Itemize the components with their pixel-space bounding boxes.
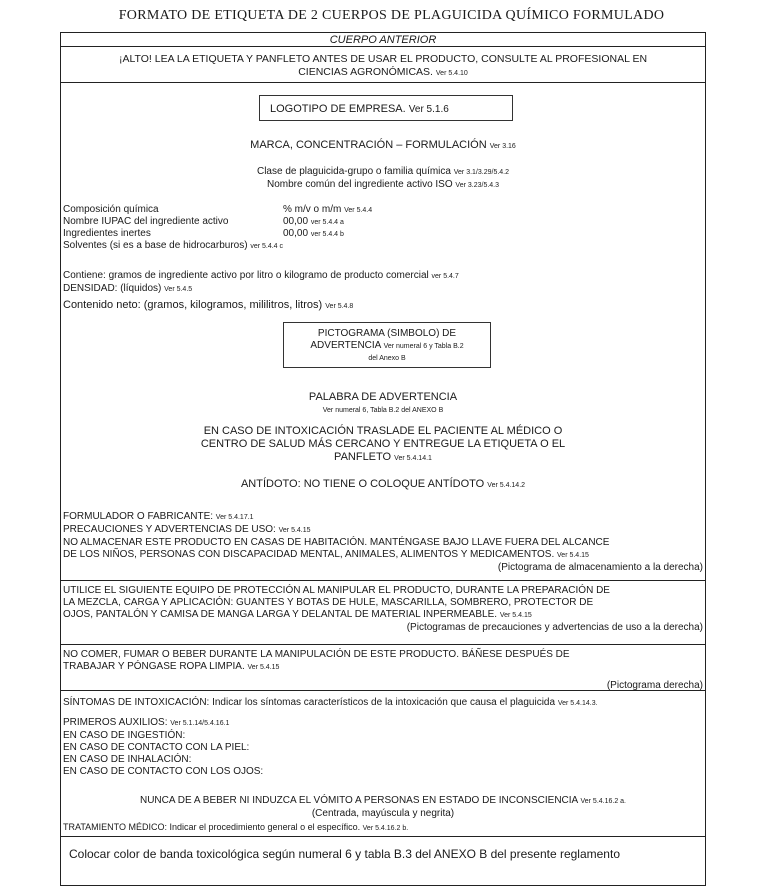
densidad-text: DENSIDAD: (líquidos) xyxy=(63,283,162,294)
equipo-note: (Pictogramas de precauciones y advertencias de uso a la derecha) xyxy=(406,622,703,633)
nunca-note: (Centrada, mayúscula y negrita) xyxy=(311,808,455,819)
comp-ref: ver 5.4.4 c xyxy=(250,243,284,250)
equipo-line3 xyxy=(63,609,703,622)
tratamiento-ref: Ver 5.4.16.2 b. xyxy=(362,825,409,832)
auxilios-item: EN CASO DE CONTACTO CON LOS OJOS: xyxy=(63,766,264,777)
almacen-line2 xyxy=(63,549,703,562)
comp-value: 00,00 xyxy=(283,216,309,227)
alto-ref: Ver 5.4.10 xyxy=(435,70,468,77)
contiene-ref: ver 5.4.7 xyxy=(431,273,459,280)
auxilios-ref: Ver 5.1.14/5.4.16.1 xyxy=(170,720,230,727)
clase-ref1: Ver 3.1/3.29/5.4.2 xyxy=(453,169,510,176)
palabra-ref: Ver numeral 6, Tabla B.2 del ANEXO B xyxy=(322,407,444,414)
formulador-text: FORMULADOR O FABRICANTE: xyxy=(63,511,214,522)
alto-line2: CIENCIAS AGRONÓMICAS. xyxy=(298,66,433,78)
equipo-text3: OJOS, PANTALÓN Y CAMISA DE MANGA LARGA Y DELANTAL DE MATERIAL INPERMEABLE. xyxy=(63,609,498,620)
sintomas-ref: Ver 5.4.14.3. xyxy=(557,700,598,707)
comp-row xyxy=(63,228,703,240)
contenido-ref: Ver 5.4.8 xyxy=(325,303,354,310)
intox-text3: PANFLETO xyxy=(334,451,392,463)
alto-line1: ¡ALTO! LEA LA ETIQUETA Y PANFLETO ANTES DE USAR EL PRODUCTO, CONSULTE AL PROFESIONAL EN xyxy=(118,53,648,65)
logo-ref: Ver 5.1.6 xyxy=(408,104,449,115)
almacen-line1: NO ALMACENAR ESTE PRODUCTO EN CASAS DE HABITACIÓN. MANTÉNGASE BAJO LLAVE FUERA DEL ALCANCE xyxy=(63,537,610,548)
nunca-text: NUNCA DE A BEBER NI INDUZCA EL VÓMITO A PERSONAS EN ESTADO DE INCONSCIENCIA xyxy=(139,795,578,806)
tratamiento-line xyxy=(63,822,703,834)
contiene-block xyxy=(63,270,703,296)
formulador-line xyxy=(63,511,703,524)
auxilios-title-line xyxy=(63,717,703,730)
comp-label: Nombre IUPAC del ingrediente activo xyxy=(63,216,229,227)
equipo-ref: Ver 5.4.15 xyxy=(499,612,532,619)
comp-row xyxy=(63,216,703,228)
divider xyxy=(61,690,705,691)
logo-text: LOGOTIPO DE EMPRESA. xyxy=(270,103,406,115)
auxilios-item: EN CASO DE INHALACIÓN: xyxy=(63,754,192,765)
equipo-line2: LA MEZCLA, CARGA Y APLICACIÓN: GUANTES Y BOTAS DE HULE, MASCARILLA, SOMBRERO, PROTECTOR DE xyxy=(63,597,594,608)
intox-block xyxy=(61,425,705,465)
logo-box xyxy=(259,95,513,121)
marca-ref: Ver 3.16 xyxy=(489,143,516,150)
precauciones-ref: Ver 5.4.15 xyxy=(278,527,311,534)
contenido-text: Contenido neto: (gramos, kilogramos, mililitros, litros) xyxy=(63,299,323,311)
divider xyxy=(61,580,705,581)
auxilios-block xyxy=(63,717,703,778)
marca-line xyxy=(61,139,705,153)
formulador-ref: Ver 5.4.17.1 xyxy=(215,514,254,521)
marca-text: MARCA, CONCENTRACIÓN – FORMULACIÓN xyxy=(250,139,487,151)
sintomas-line xyxy=(63,697,703,710)
contenido-line xyxy=(63,299,703,313)
nunca-line xyxy=(61,795,705,808)
equipo-line1: UTILICE EL SIGUIENTE EQUIPO DE PROTECCIÓN AL MANIPULAR EL PRODUCTO, DURANTE LA PREPARACIÓN DE xyxy=(63,585,610,596)
comp-ref: ver 5.4.4 a xyxy=(310,219,344,226)
almacen-note: (Pictograma de almacenamiento a la derecha) xyxy=(497,562,703,573)
pictograma-line2 xyxy=(284,340,490,353)
comer-text2: TRABAJAR Y PÓNGASE ROPA LIMPIA. xyxy=(63,661,245,672)
almacen-text2: DE LOS NIÑOS, PERSONAS CON DISCAPACIDAD MENTAL, ANIMALES, ALIMENTOS Y MEDICAMENTOS. xyxy=(63,549,555,560)
sintomas-text: SÍNTOMAS DE INTOXICACIÓN: Indicar los síntomas característicos de la intoxicación que causa el plaguicida xyxy=(63,697,556,708)
comp-label: Composición química xyxy=(63,204,159,215)
comp-label: Ingredientes inertes xyxy=(63,228,151,239)
comer-line1: NO COMER, FUMAR O BEBER DURANTE LA MANIPULACIÓN DE ESTE PRODUCTO. BÁÑESE DESPUÉS DE xyxy=(63,649,570,660)
comp-ref: ver 5.4.4 b xyxy=(310,231,344,238)
nunca-block xyxy=(61,795,705,820)
clase-text1: Clase de plaguicida-grupo o familia química xyxy=(256,166,451,177)
alto-line2-wrap xyxy=(61,66,705,80)
comp-value: 00,00 xyxy=(283,228,309,239)
contiene-text: Contiene: gramos de ingrediente activo por litro o kilogramo de producto comercial xyxy=(63,270,429,281)
banda-toxicologica: Colocar color de banda toxicológica según numeral 6 y tabla B.3 del ANEXO B del presente reglamento xyxy=(61,836,705,887)
intox-ref: Ver 5.4.14.1 xyxy=(394,455,432,462)
pictograma-ref2: del Anexo B xyxy=(368,355,406,362)
pictograma-ref: Ver numeral 6 y Tabla B.2 xyxy=(383,343,464,350)
precauciones-line xyxy=(63,524,703,537)
intox-line1: EN CASO DE INTOXICACIÓN TRASLADE EL PACIENTE AL MÉDICO O xyxy=(203,425,563,437)
comp-ref: Ver 5.4.4 xyxy=(344,207,373,214)
comer-block xyxy=(63,649,703,692)
formulador-block xyxy=(63,511,703,574)
pictograma-text2: ADVERTENCIA xyxy=(310,340,381,351)
pictograma-box xyxy=(283,322,491,368)
densidad-line xyxy=(63,283,703,296)
precauciones-text: PRECAUCIONES Y ADVERTENCIAS DE USO: xyxy=(63,524,276,535)
antidoto-ref: Ver 5.4.14.2 xyxy=(487,482,526,489)
antidoto-line xyxy=(61,478,705,492)
antidoto-text: ANTÍDOTO: NO TIENE O COLOQUE ANTÍDOTO xyxy=(240,478,485,490)
intox-line3 xyxy=(61,451,705,465)
label-frame xyxy=(60,32,706,886)
palabra-block xyxy=(61,391,705,417)
comp-label: Solventes (si es a base de hidrocarburos) xyxy=(63,240,248,251)
auxilios-item: EN CASO DE CONTACTO CON LA PIEL: xyxy=(63,742,250,753)
comer-note: (Pictograma derecha) xyxy=(606,680,703,691)
equipo-block xyxy=(63,585,703,634)
comer-ref: Ver 5.4.15 xyxy=(247,664,280,671)
clase-line1 xyxy=(61,166,705,179)
tratamiento-text: TRATAMIENTO MÉDICO: Indicar el procedimiento general o el específico. xyxy=(63,822,361,832)
comer-line2 xyxy=(63,661,703,674)
auxilios-item: EN CASO DE INGESTIÓN: xyxy=(63,730,186,741)
comp-row xyxy=(63,204,703,216)
clase-ref2: Ver 3.23/5.4.3 xyxy=(455,182,500,189)
composicion-block xyxy=(63,204,703,252)
intox-line2: CENTRO DE SALUD MÁS CERCANO Y ENTREGUE LA ETIQUETA O EL xyxy=(200,438,566,450)
contiene-line xyxy=(63,270,703,283)
clase-line2 xyxy=(61,179,705,192)
nunca-ref: Ver 5.4.16.2 a. xyxy=(580,798,627,805)
clase-text2: Nombre común del ingrediente activo ISO xyxy=(266,179,453,190)
comp-value: % m/v o m/m xyxy=(283,204,342,215)
section-header: CUERPO ANTERIOR xyxy=(61,33,705,47)
pictograma-line1: PICTOGRAMA (SIMBOLO) DE xyxy=(317,328,457,339)
palabra-text: PALABRA DE ADVERTENCIA xyxy=(308,391,458,403)
auxilios-title: PRIMEROS AUXILIOS: xyxy=(63,717,168,728)
clase-block xyxy=(61,166,705,192)
almacen-ref: Ver 5.4.15 xyxy=(557,552,589,559)
document-title: FORMATO DE ETIQUETA DE 2 CUERPOS DE PLAGUICIDA QUÍMICO FORMULADO xyxy=(118,8,665,23)
divider xyxy=(61,644,705,645)
comp-row xyxy=(63,240,703,252)
densidad-ref: Ver 5.4.5 xyxy=(164,286,193,293)
alto-warning xyxy=(61,49,705,83)
